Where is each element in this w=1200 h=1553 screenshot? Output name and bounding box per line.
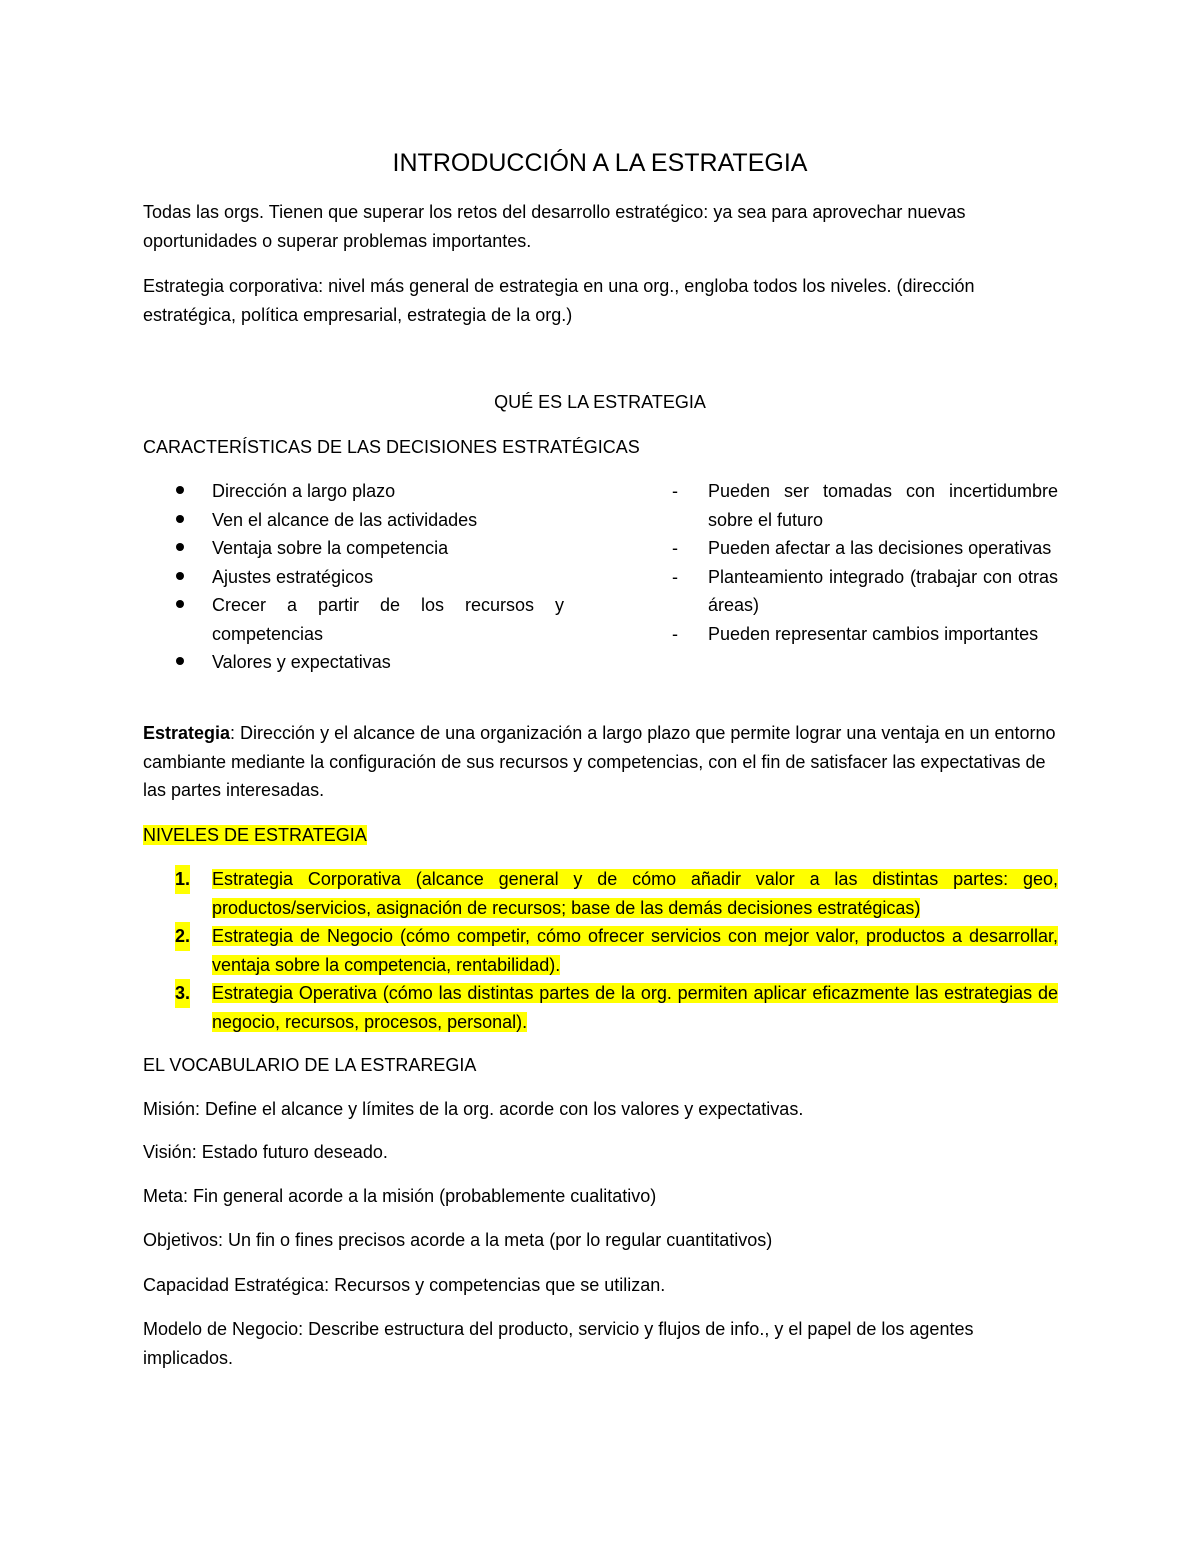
- nivel-text: Estrategia Corporativa (alcance general y de cómo añadir valor a las distintas partes: geo, productos/servicios, asignación de recursos; base de las demás decisiones estratégicas): [212, 869, 1058, 918]
- list-item: Ven el alcance de las actividades: [176, 506, 564, 535]
- mision-definition: Misión: Define el alcance y límites de la org. acorde con los valores y expectativas.: [143, 1099, 804, 1119]
- bullet-icon: [176, 486, 184, 494]
- objetivos-definition: Objetivos: Un fin o fines precisos acorde a la meta (por lo regular cuantitativos): [143, 1230, 773, 1250]
- list-item: Crecer a partir de los recursos y competencias: [176, 591, 564, 648]
- list-number: 2.: [175, 922, 190, 951]
- list-item: [175, 922, 1058, 979]
- list-item: Valores y expectativas: [176, 648, 564, 677]
- capacidad-definition: Capacidad Estratégica: Recursos y competencias que se utilizan.: [143, 1275, 666, 1295]
- dash-marker: -: [672, 481, 678, 501]
- list-number: 3.: [175, 979, 190, 1008]
- estrategia-text: : Dirección y el alcance de una organización a largo plazo que permite lograr una ventaja en un entorno cambiante mediante la configuración de sus recursos y competencias, con el fin de satisfacer las expectativas de las partes interesadas.: [143, 723, 1056, 800]
- dash-marker: -: [672, 538, 678, 558]
- list-item: - Pueden ser tomadas con incertidumbre sobre el futuro: [672, 477, 1058, 534]
- list-item: Ajustes estratégicos: [176, 563, 564, 592]
- dash-marker: -: [672, 566, 678, 587]
- list-item: [175, 979, 1058, 1036]
- niveles-list: [175, 865, 1058, 1036]
- document-title: INTRODUCCIÓN A LA ESTRATEGIA: [392, 149, 808, 177]
- bullet-icon: [176, 600, 184, 608]
- nivel-text: Estrategia Operativa (cómo las distintas partes de la org. permiten aplicar eficazmente las estrategias de negocio, recursos, procesos, personal).: [212, 983, 1058, 1032]
- list-item: [175, 865, 1058, 922]
- list-item: - Planteamiento integrado (trabajar con otras áreas): [672, 563, 1058, 620]
- list-item: Ventaja sobre la competencia: [176, 534, 564, 563]
- bullet-icon: [176, 657, 184, 665]
- dash-marker: -: [672, 623, 678, 644]
- niveles-heading: NIVELES DE ESTRATEGIA: [143, 825, 367, 845]
- list-number: 1.: [175, 865, 190, 894]
- bullet-list: [176, 477, 564, 677]
- list-item: - Pueden afectar a las decisiones operativas: [672, 534, 1058, 563]
- corporate-strategy-paragraph: Estrategia corporativa: nivel más general de estrategia en una org., engloba todos los niveles. (dirección estratégica, política empresarial, estrategia de la org.): [143, 276, 975, 325]
- list-item: Dirección a largo plazo: [176, 477, 564, 506]
- vision-definition: Visión: Estado futuro deseado.: [143, 1142, 388, 1162]
- list-item: - Pueden representar cambios importantes: [672, 620, 1058, 649]
- section-heading-que-es: QUÉ ES LA ESTRATEGIA: [494, 392, 706, 412]
- intro-paragraph: Todas las orgs. Tienen que superar los retos del desarrollo estratégico: ya sea para aprovechar nuevas oportunidades o superar problemas importantes.: [143, 202, 966, 251]
- estrategia-definition: [143, 719, 1058, 805]
- caracteristicas-heading: CARACTERÍSTICAS DE LAS DECISIONES ESTRATÉGICAS: [143, 437, 640, 457]
- bullet-icon: [176, 515, 184, 523]
- vocab-heading: EL VOCABULARIO DE LA ESTRAREGIA: [143, 1055, 477, 1075]
- meta-definition: Meta: Fin general acorde a la misión (probablemente cualitativo): [143, 1186, 657, 1206]
- nivel-text: Estrategia de Negocio (cómo competir, cómo ofrecer servicios con mejor valor, productos a desarrollar, ventaja sobre la competencia, rentabilidad).: [212, 926, 1058, 975]
- modelo-definition: Modelo de Negocio: Describe estructura del producto, servicio y flujos de info., y el papel de los agentes implicados.: [143, 1319, 974, 1368]
- dash-list: [672, 477, 1058, 648]
- bullet-icon: [176, 572, 184, 580]
- estrategia-label: Estrategia: [143, 723, 231, 743]
- niveles-heading-wrap: [143, 821, 1058, 850]
- bullet-icon: [176, 543, 184, 551]
